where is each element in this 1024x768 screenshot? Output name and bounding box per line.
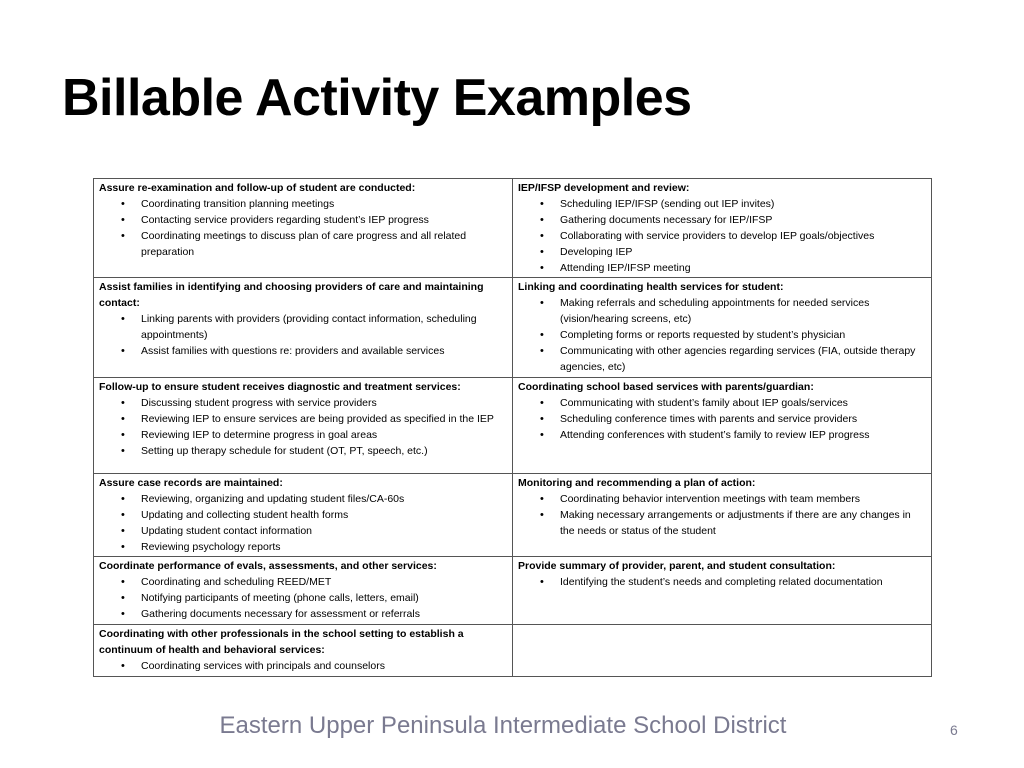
list-item: • Coordinating meetings to discuss plan of care progress and all related preparation <box>141 229 507 261</box>
cell-heading: Linking and coordinating health services for student: <box>518 281 784 294</box>
table-cell <box>94 473 513 557</box>
cell-heading: Monitoring and recommending a plan of action: <box>518 476 756 489</box>
list-item: • Identifying the student’s needs and completing related documentation <box>560 575 926 591</box>
cell-heading: Coordinate performance of evals, assessments, and other services: <box>99 560 437 573</box>
list-item: • Attending conferences with student’s family to review IEP progress <box>560 428 926 444</box>
list-item: • Collaborating with service providers to develop IEP goals/objectives <box>560 229 926 245</box>
list-item: • Making referrals and scheduling appointments for needed services (vision/hearing screens, etc) <box>560 296 926 328</box>
table-cell <box>94 377 513 473</box>
cell-heading: Assure re-examination and follow-up of student are conducted: <box>99 182 416 194</box>
table-cell <box>513 278 932 377</box>
list-item: • Scheduling conference times with parents and service providers <box>560 412 926 428</box>
activity-list <box>518 492 926 540</box>
cell-heading: Coordinating school based services with parents/guardian: <box>518 380 814 393</box>
list-item: • Coordinating services with principals and counselors <box>141 659 507 675</box>
list-item: • Setting up therapy schedule for student (OT, PT, speech, etc.) <box>141 444 507 460</box>
list-item: • Developing IEP <box>560 245 926 261</box>
table-cell <box>513 179 932 278</box>
table-row <box>94 278 932 377</box>
table-row <box>94 377 932 473</box>
activity-list <box>99 575 507 623</box>
activity-list <box>518 296 926 376</box>
list-item: • Reviewing IEP to determine progress in goal areas <box>141 428 507 444</box>
list-item: • Reviewing, organizing and updating student files/CA-60s <box>141 492 507 508</box>
activity-list <box>99 659 507 675</box>
list-item: • Discussing student progress with service providers <box>141 396 507 412</box>
list-item: • Coordinating transition planning meetings <box>141 197 507 213</box>
list-item: • Notifying participants of meeting (phone calls, letters, email) <box>141 591 507 607</box>
table-cell <box>513 377 932 473</box>
list-item: • Contacting service providers regarding student’s IEP progress <box>141 213 507 229</box>
table-cell <box>513 625 932 677</box>
table-row <box>94 625 932 677</box>
list-item: • Gathering documents necessary for IEP/IFSP <box>560 213 926 229</box>
table-body <box>94 179 932 677</box>
table-row <box>94 473 932 557</box>
list-item: • Coordinating and scheduling REED/MET <box>141 575 507 591</box>
list-item: • Reviewing IEP to ensure services are being provided as specified in the IEP <box>141 412 507 428</box>
activity-list <box>99 312 507 360</box>
list-item: • Completing forms or reports requested by student’s physician <box>560 328 926 344</box>
list-item: • Communicating with other agencies regarding services (FIA, outside therapy agencies, etc) <box>560 344 926 376</box>
cell-heading: Coordinating with other professionals in the school setting to establish a continuum of health and behavioral services: <box>99 628 464 656</box>
activity-list <box>518 396 926 444</box>
table-cell <box>94 557 513 625</box>
list-item: • Updating and collecting student health forms <box>141 508 507 524</box>
list-item: • Gathering documents necessary for assessment or referrals <box>141 607 507 623</box>
activity-list <box>518 197 926 277</box>
table-cell <box>513 473 932 557</box>
cell-heading: Provide summary of provider, parent, and student consultation: <box>518 560 836 573</box>
cell-heading: Assure case records are maintained: <box>99 476 283 489</box>
list-item: • Coordinating behavior intervention meetings with team members <box>560 492 926 508</box>
list-item: • Linking parents with providers (providing contact information, scheduling appointments) <box>141 312 507 344</box>
page-number: 6 <box>950 722 958 738</box>
slide-title: Billable Activity Examples <box>62 69 692 127</box>
activity-list <box>99 197 507 261</box>
table-cell <box>94 278 513 377</box>
cell-heading: Follow-up to ensure student receives diagnostic and treatment services: <box>99 380 461 393</box>
list-item: • Reviewing psychology reports <box>141 540 507 556</box>
list-item: • Making necessary arrangements or adjustments if there are any changes in the needs or status of the student <box>560 508 926 540</box>
table-cell <box>513 557 932 625</box>
table-row <box>94 557 932 625</box>
list-item: • Attending IEP/IFSP meeting <box>560 261 926 277</box>
list-item: • Assist families with questions re: providers and available services <box>141 344 507 360</box>
table-row <box>94 179 932 278</box>
list-item: • Communicating with student’s family about IEP goals/services <box>560 396 926 412</box>
table-cell <box>94 625 513 677</box>
list-item: • Updating student contact information <box>141 524 507 540</box>
table-cell <box>94 179 513 278</box>
cell-heading: IEP/IFSP development and review: <box>518 182 690 194</box>
billable-activities-table <box>93 178 932 677</box>
activity-list <box>99 396 507 460</box>
cell-heading: Assist families in identifying and choosing providers of care and maintaining contact: <box>99 281 484 310</box>
list-item: • Scheduling IEP/IFSP (sending out IEP invites) <box>560 197 926 213</box>
footer-district-name: Eastern Upper Peninsula Intermediate School District <box>219 712 787 739</box>
activity-list <box>99 492 507 556</box>
activity-list <box>518 575 926 591</box>
